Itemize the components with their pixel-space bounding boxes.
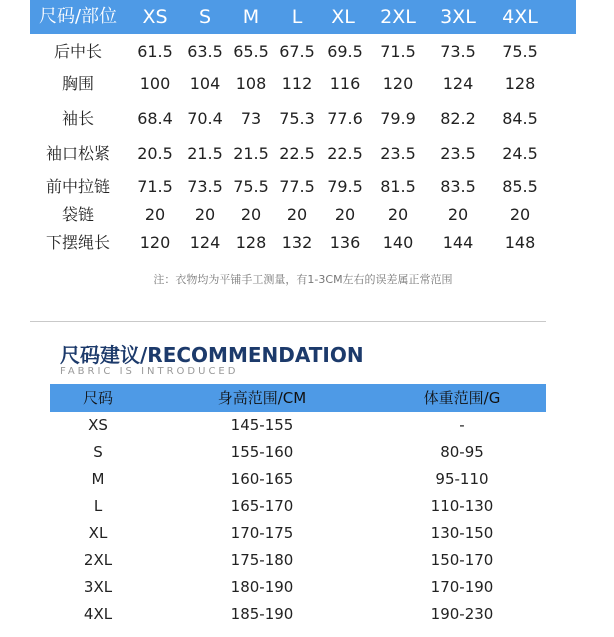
table-cell: 21.5: [187, 144, 223, 163]
table-cell: 20: [144, 205, 166, 224]
table-cell: 22.5: [279, 144, 315, 163]
table-cell: 20: [387, 205, 409, 224]
rec-height: 185-190: [230, 605, 294, 623]
table-row: [50, 601, 546, 628]
table-cell: 132: [281, 233, 313, 252]
table-cell: 23.5: [380, 144, 416, 163]
header-height: 身高范围/CM: [217, 389, 307, 407]
table-cell: 70.4: [187, 109, 223, 128]
rec-height: 145-155: [230, 416, 294, 434]
header-size: 尺码: [82, 389, 113, 407]
table-cell: 22.5: [327, 144, 363, 163]
recommendation-table-header: [50, 384, 546, 412]
rec-size: S: [93, 443, 103, 461]
row-label: 前中拉链: [45, 177, 110, 196]
table-cell: 20: [194, 205, 216, 224]
section-divider: [30, 321, 546, 322]
table-row: [50, 412, 546, 439]
table-row: [30, 227, 576, 259]
rec-size: XL: [88, 524, 108, 542]
table-cell: 20: [286, 205, 308, 224]
rec-weight: 190-230: [430, 605, 494, 623]
table-cell: 148: [504, 233, 536, 252]
table-cell: 120: [139, 233, 171, 252]
table-cell: 144: [442, 233, 474, 252]
table-cell: 24.5: [502, 144, 538, 163]
table-cell: 140: [382, 233, 414, 252]
rec-size: 4XL: [83, 605, 113, 623]
rec-size: L: [93, 497, 103, 515]
size-col-xs: XS: [142, 6, 168, 28]
table-cell: 79.5: [327, 177, 363, 196]
table-cell: 100: [139, 74, 171, 93]
row-label: 下摆绳长: [45, 233, 110, 252]
rec-size: M: [91, 470, 105, 488]
rec-size: XS: [88, 416, 108, 434]
table-cell: 67.5: [279, 42, 315, 61]
table-row: [30, 68, 576, 100]
table-cell: 73.5: [440, 42, 476, 61]
rec-height: 160-165: [230, 470, 294, 488]
table-row: [50, 547, 546, 574]
table-cell: 71.5: [380, 42, 416, 61]
table-cell: 73: [240, 109, 262, 128]
rec-weight: 130-150: [430, 524, 494, 542]
table-row: [30, 138, 576, 170]
header-weight: 体重范围/G: [423, 389, 501, 407]
table-row: [50, 520, 546, 547]
recommendation-title: 尺码建议/RECOMMENDATION: [60, 343, 364, 367]
table-cell: 112: [281, 74, 313, 93]
table-cell: 63.5: [187, 42, 223, 61]
table-cell: 75.5: [502, 42, 538, 61]
recommendation-subtitle: FABRIC IS INTRODUCED: [60, 366, 239, 377]
table-cell: 20: [334, 205, 356, 224]
table-cell: 65.5: [233, 42, 269, 61]
rec-weight: -: [459, 416, 465, 434]
rec-weight: 80-95: [440, 443, 484, 461]
table-cell: 23.5: [440, 144, 476, 163]
table-row: [30, 103, 576, 135]
table-cell: 104: [189, 74, 221, 93]
size-col-s: S: [198, 6, 212, 28]
table-cell: 84.5: [502, 109, 538, 128]
table-cell: 79.9: [380, 109, 416, 128]
table-row: [50, 574, 546, 601]
table-cell: 83.5: [440, 177, 476, 196]
rec-size: 2XL: [83, 551, 113, 569]
rec-height: 180-190: [230, 578, 294, 596]
table-cell: 75.5: [233, 177, 269, 196]
row-label: 袖长: [61, 109, 94, 128]
table-row: [50, 466, 546, 493]
rec-size: 3XL: [83, 578, 113, 596]
table-cell: 124: [189, 233, 221, 252]
table-cell: 85.5: [502, 177, 538, 196]
table-cell: 128: [504, 74, 536, 93]
size-table-header: [30, 0, 576, 34]
table-cell: 124: [442, 74, 474, 93]
table-cell: 73.5: [187, 177, 223, 196]
row-label: 胸围: [61, 74, 94, 93]
table-cell: 81.5: [380, 177, 416, 196]
rec-weight: 110-130: [430, 497, 494, 515]
table-cell: 108: [235, 74, 267, 93]
table-row: [30, 36, 576, 68]
rec-height: 170-175: [230, 524, 294, 542]
table-cell: 136: [329, 233, 361, 252]
size-col-2xl: 2XL: [380, 6, 416, 28]
table-cell: 20: [240, 205, 262, 224]
table-cell: 71.5: [137, 177, 173, 196]
table-cell: 20: [447, 205, 469, 224]
rec-weight: 170-190: [430, 578, 494, 596]
table-cell: 69.5: [327, 42, 363, 61]
table-cell: 21.5: [233, 144, 269, 163]
table-row: [50, 439, 546, 466]
rec-height: 175-180: [230, 551, 294, 569]
table-cell: 77.5: [279, 177, 315, 196]
row-label: 袖口松紧: [45, 144, 110, 163]
table-cell: 82.2: [440, 109, 476, 128]
size-table-corner: 尺码/部位: [38, 6, 118, 27]
rec-height: 165-170: [230, 497, 294, 515]
table-cell: 61.5: [137, 42, 173, 61]
table-cell: 116: [329, 74, 361, 93]
table-cell: 128: [235, 233, 267, 252]
rec-weight: 95-110: [435, 470, 489, 488]
row-label: 后中长: [53, 42, 102, 61]
table-cell: 120: [382, 74, 414, 93]
table-cell: 68.4: [137, 109, 173, 128]
table-cell: 75.3: [279, 109, 315, 128]
rec-height: 155-160: [230, 443, 294, 461]
table-cell: 77.6: [327, 109, 363, 128]
size-col-xl: XL: [331, 6, 355, 28]
size-col-3xl: 3XL: [440, 6, 476, 28]
size-col-4xl: 4XL: [502, 6, 538, 28]
table-row: [50, 493, 546, 520]
size-col-l: L: [291, 6, 303, 28]
rec-weight: 150-170: [430, 551, 494, 569]
table-cell: 20.5: [137, 144, 173, 163]
size-col-m: M: [242, 6, 260, 28]
row-label: 袋链: [61, 205, 94, 224]
table-cell: 20: [509, 205, 531, 224]
measurement-note: 注：衣物均为平铺手工测量，有1-3CM左右的误差属正常范围: [153, 273, 453, 286]
